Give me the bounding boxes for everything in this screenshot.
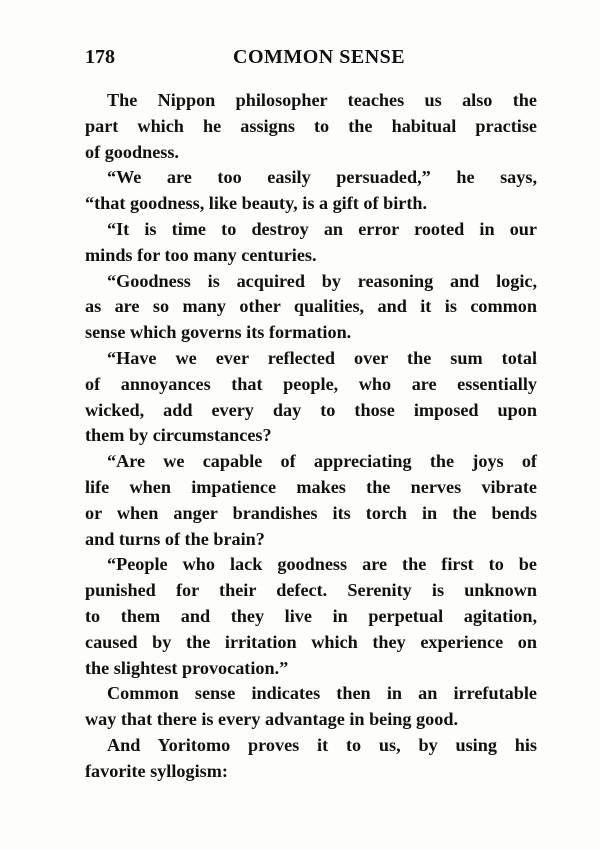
text-line: them by circumstances? xyxy=(85,425,272,446)
page-body xyxy=(85,88,537,785)
text-line: And Yoritomo proves it to us, by using his xyxy=(107,734,537,755)
text-line: The Nippon philosopher teaches us also the xyxy=(107,90,537,110)
text-line: way that there is every advantage in being good. xyxy=(85,709,459,730)
text-line: and turns of the brain? xyxy=(85,528,265,549)
text-line: life when impatience makes the nerves vibrate xyxy=(85,476,537,497)
text-line: “It is time to destroy an error rooted in our xyxy=(107,218,537,239)
text-line: caused by the irritation which they experience on xyxy=(85,631,537,652)
paragraph xyxy=(85,346,537,449)
text-line: “that goodness, like beauty, is a gift of birth. xyxy=(85,193,428,214)
text-line: “Goodness is acquired by reasoning and logic, xyxy=(107,270,537,291)
text-line: punished for their defect. Serenity is unknown xyxy=(85,580,537,601)
paragraph xyxy=(85,552,537,681)
paragraph xyxy=(85,165,537,217)
text-line: Common sense indicates then in an irrefutable xyxy=(107,683,537,704)
text-line: or when anger brandishes its torch in the bends xyxy=(85,502,537,523)
text-line: minds for too many centuries. xyxy=(85,244,317,265)
page-header xyxy=(85,46,537,72)
text-line: of annoyances that people, who are essentially xyxy=(85,373,537,394)
text-line: favorite syllogism: xyxy=(85,760,228,781)
text-line: “Are we capable of appreciating the joys of xyxy=(107,451,537,472)
paragraph xyxy=(85,449,537,552)
running-title: COMMON SENSE xyxy=(233,46,406,68)
text-line: of goodness. xyxy=(85,141,179,162)
text-line: to them and they live in perpetual agitation, xyxy=(85,605,537,626)
text-line: wicked, add every day to those imposed upon xyxy=(85,399,537,420)
text-line: the slightest provocation.” xyxy=(85,657,289,678)
page-number: 178 xyxy=(85,46,115,68)
text-line: “We are too easily persuaded,” he says, xyxy=(107,167,537,188)
paragraph xyxy=(85,88,537,165)
text-line: part which he assigns to the habitual practise xyxy=(85,115,537,136)
paragraph xyxy=(85,217,537,269)
text-line: sense which governs its formation. xyxy=(85,322,352,343)
paragraph xyxy=(85,681,537,733)
paragraph xyxy=(85,733,537,785)
paragraph xyxy=(85,269,537,346)
text-line: “Have we ever reflected over the sum total xyxy=(107,347,537,368)
text-line: “People who lack goodness are the first to be xyxy=(107,554,537,575)
text-line: as are so many other qualities, and it is common xyxy=(85,296,537,317)
